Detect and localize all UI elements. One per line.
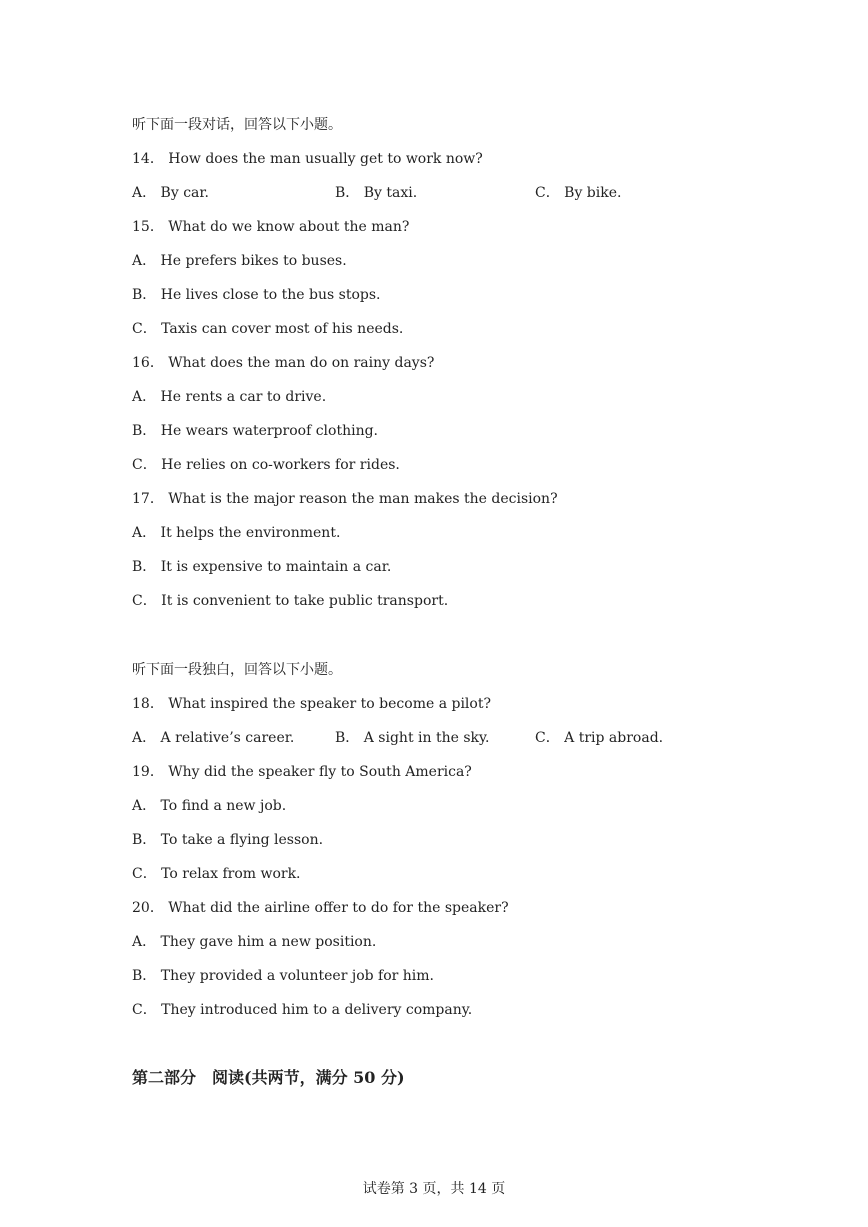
question-15-option-b: B． He lives close to the bus stops.	[132, 287, 381, 303]
question-18-option-c: C． A trip abroad.	[535, 730, 664, 746]
question-17-option-b: B． It is expensive to maintain a car.	[132, 559, 392, 575]
question-14-stem: 14． How does the man usually get to work now?	[132, 151, 483, 167]
question-16-option-a: A． He rents a car to drive.	[132, 389, 327, 405]
question-19-stem: 19． Why did the speaker fly to South America?	[132, 764, 472, 780]
section-heading-reading: 第二部分 阅读(共两节，满分 50 分)	[132, 1068, 405, 1087]
page-footer: 试卷第 3 页，共 14 页	[362, 1181, 506, 1197]
question-14-option-a: A． By car.	[132, 185, 209, 201]
question-14-option-c: C． By bike.	[535, 185, 622, 201]
question-15-option-c: C． Taxis can cover most of his needs.	[132, 321, 404, 337]
question-20-option-c: C． They introduced him to a delivery company.	[132, 1002, 473, 1018]
question-20-option-a: A． They gave him a new position.	[132, 934, 377, 950]
question-19-option-b: B． To take a flying lesson.	[132, 832, 324, 848]
question-17-option-c: C． It is convenient to take public transport.	[132, 593, 449, 609]
question-20-option-b: B． They provided a volunteer job for him.	[132, 968, 435, 984]
listening-intro-monologue: 听下面一段独白，回答以下小题。	[132, 662, 342, 678]
question-14-option-b: B． By taxi.	[335, 185, 418, 201]
question-18-stem: 18． What inspired the speaker to become a pilot?	[132, 696, 491, 712]
question-17-option-a: A． It helps the environment.	[132, 525, 341, 541]
listening-intro-dialogue: 听下面一段对话，回答以下小题。	[132, 117, 342, 133]
question-16-option-b: B． He wears waterproof clothing.	[132, 423, 378, 439]
question-15-option-a: A． He prefers bikes to buses.	[132, 253, 347, 269]
question-15-stem: 15． What do we know about the man?	[132, 219, 410, 235]
question-19-option-c: C． To relax from work.	[132, 866, 301, 882]
question-20-stem: 20． What did the airline offer to do for the speaker?	[132, 900, 509, 916]
question-18-option-a: A． A relative’s career.	[132, 730, 295, 746]
question-19-option-a: A． To find a new job.	[132, 798, 287, 814]
question-17-stem: 17． What is the major reason the man makes the decision?	[132, 491, 558, 507]
question-16-stem: 16． What does the man do on rainy days?	[132, 355, 435, 371]
question-16-option-c: C． He relies on co-workers for rides.	[132, 457, 400, 473]
question-18-option-b: B． A sight in the sky.	[335, 730, 490, 746]
